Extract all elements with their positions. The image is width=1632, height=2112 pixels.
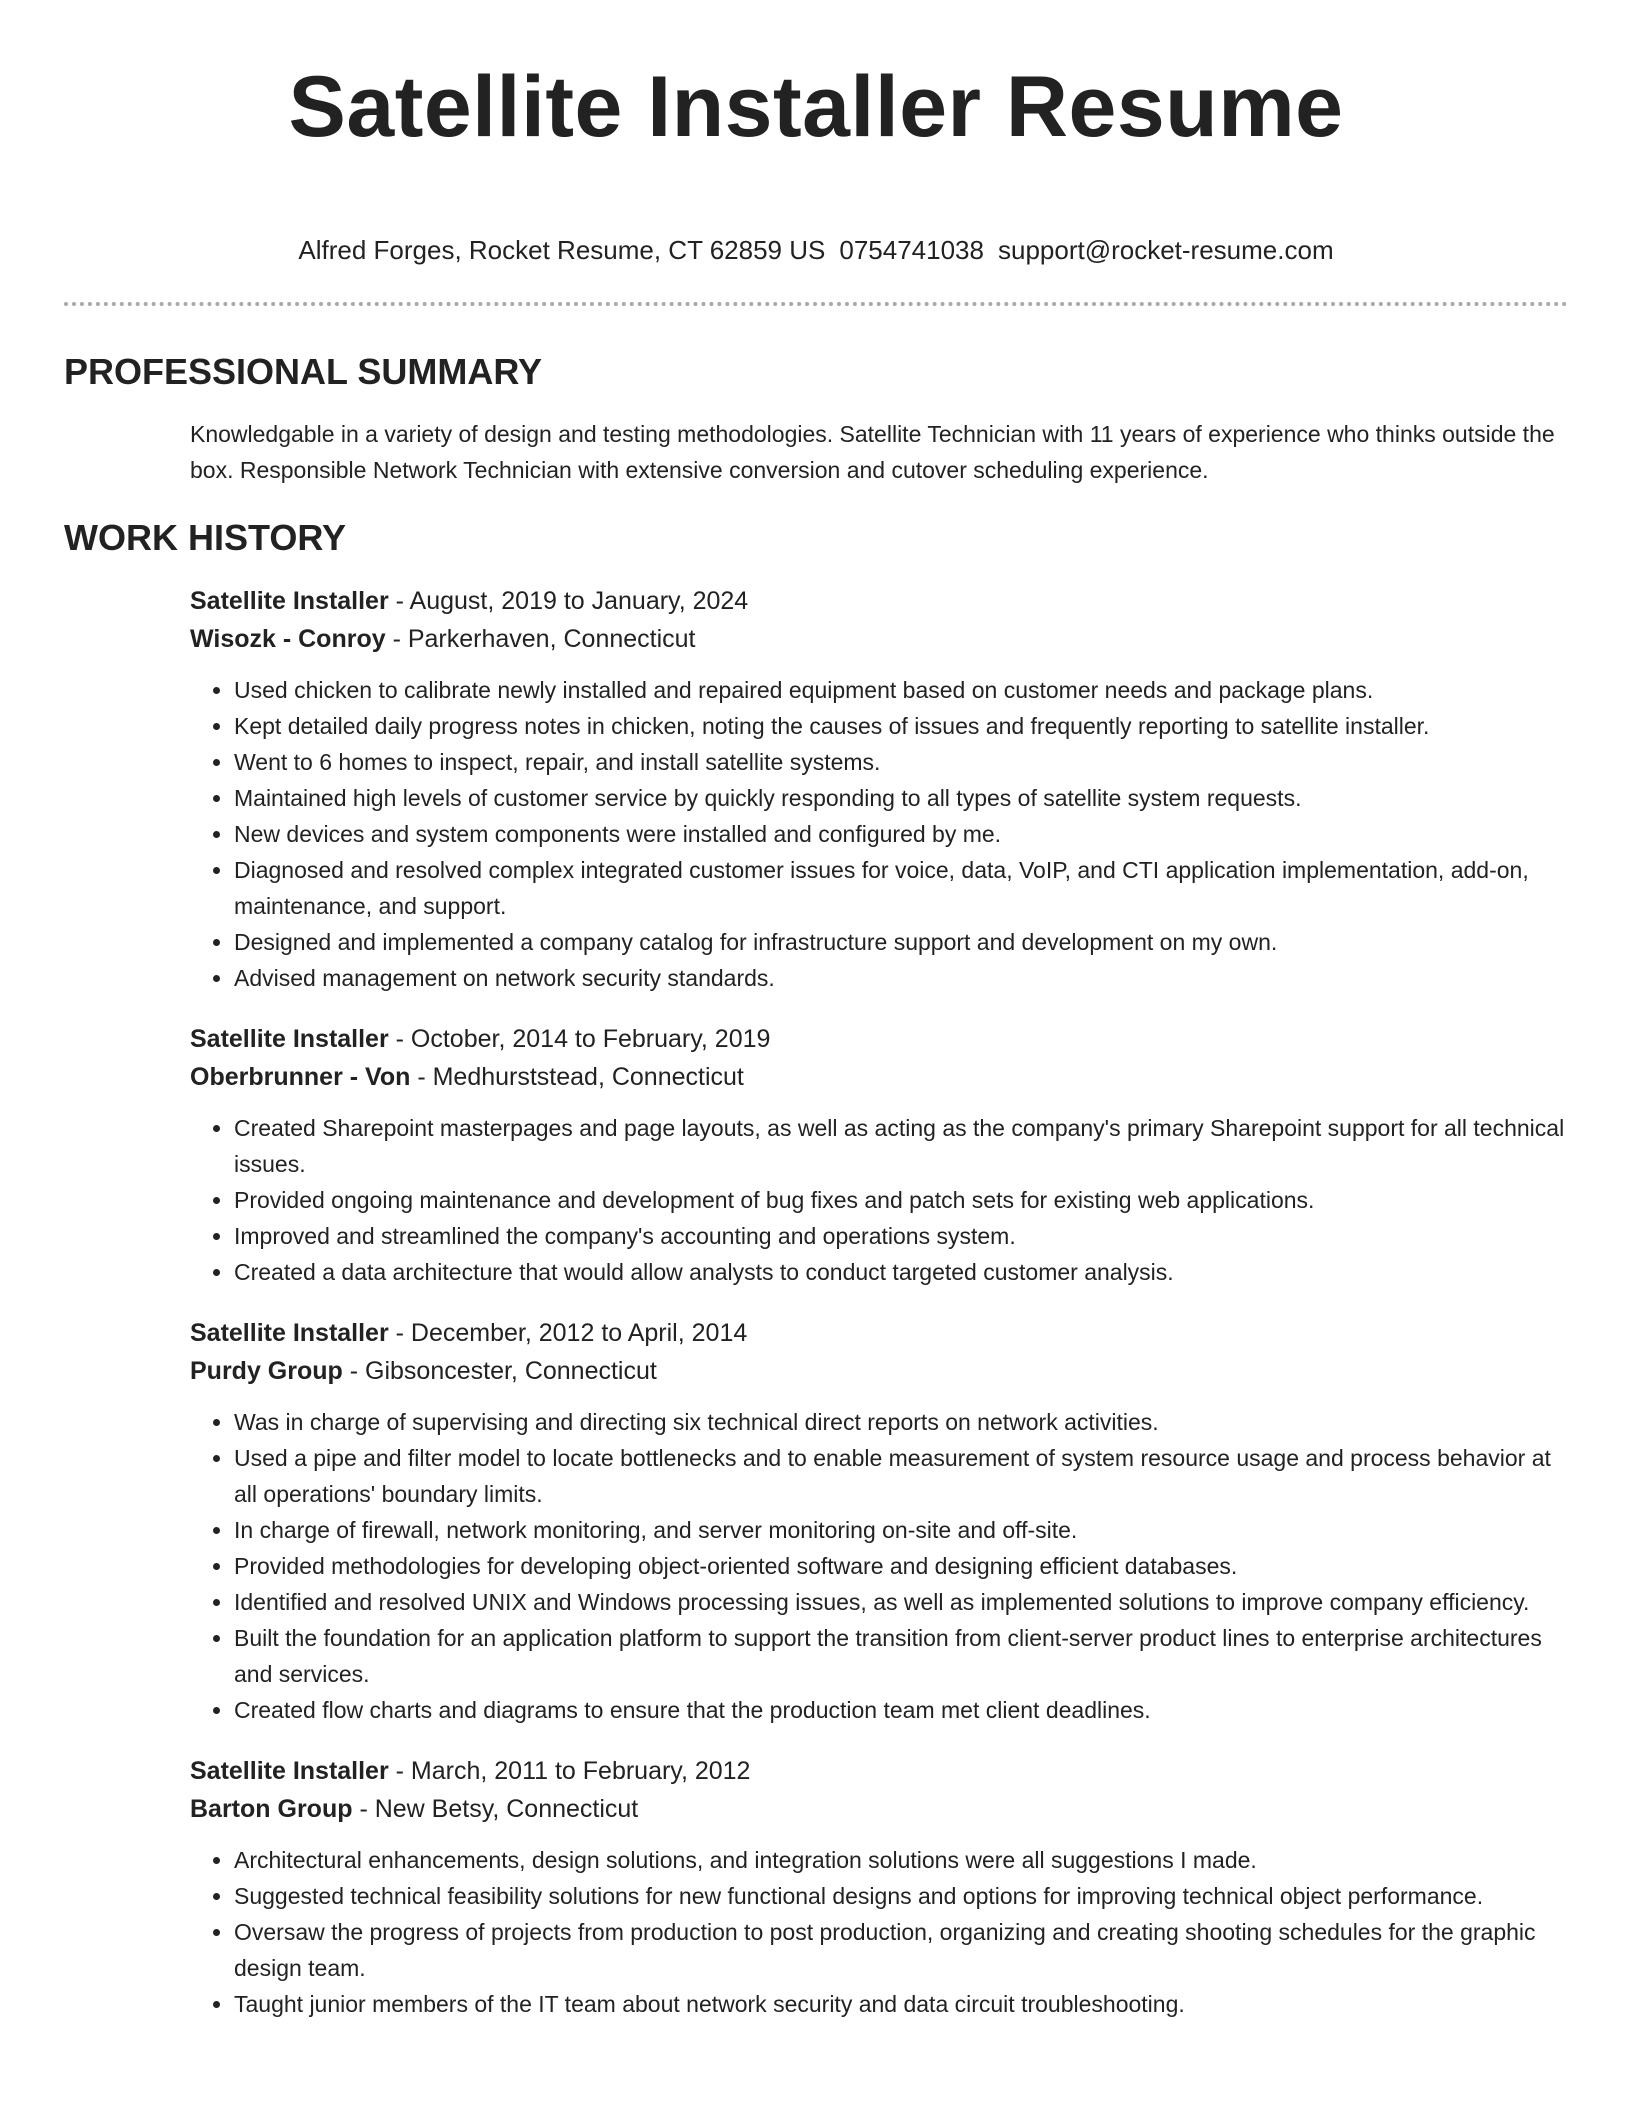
job-bullet: • Identified and resolved UNIX and Windows processing issues, as well as implemented solutions to improve company efficiency. [234,1584,1568,1620]
job-entry [190,1752,1568,2022]
job-dates: - August, 2019 to January, 2024 [388,587,749,615]
job-company-line [190,1058,1568,1096]
header-divider [64,302,1568,306]
job-bullet: • In charge of firewall, network monitoring, and server monitoring on-site and off-site. [234,1512,1568,1548]
job-location: - Gibsoncester, Connecticut [342,1357,657,1385]
job-bullets [190,1404,1568,1728]
job-bullet: • Provided methodologies for developing object-oriented software and designing efficient databases. [234,1548,1568,1584]
job-company-line [190,1352,1568,1390]
job-location: - New Betsy, Connecticut [352,1795,639,1823]
job-bullet: • Oversaw the progress of projects from production to post production, organizing and creating shooting schedules for the graphic design team. [234,1914,1568,1986]
job-entry [190,1314,1568,1728]
job-title: Satellite Installer [190,1319,389,1347]
job-bullets [190,1842,1568,2022]
job-bullet: • Built the foundation for an application platform to support the transition from client-server product lines to enterprise architectures and services. [234,1620,1568,1692]
job-dates: - March, 2011 to February, 2012 [388,1757,751,1785]
job-bullet: • Provided ongoing maintenance and development of bug fixes and patch sets for existing web applications. [234,1182,1568,1218]
job-bullet: • Suggested technical feasibility solutions for new functional designs and options for improving technical object performance. [234,1878,1568,1914]
job-bullet: • Was in charge of supervising and directing six technical direct reports on network activities. [234,1404,1568,1440]
job-bullets [190,672,1568,996]
job-location: - Parkerhaven, Connecticut [385,625,696,653]
job-bullet: • Architectural enhancements, design solutions, and integration solutions were all suggestions I made. [234,1842,1568,1878]
job-bullet: • Advised management on network security standards. [234,960,1568,996]
job-company: Wisozk - Conroy [190,625,386,653]
job-entry [190,582,1568,996]
job-company: Barton Group [190,1795,353,1823]
job-company-line [190,620,1568,658]
work-history-list [190,582,1568,2022]
job-bullet: • Created Sharepoint masterpages and page layouts, as well as acting as the company's primary Sharepoint support for all technical issues. [234,1110,1568,1182]
job-bullet: • Taught junior members of the IT team about network security and data circuit troubleshooting. [234,1986,1568,2022]
job-dates: - December, 2012 to April, 2014 [388,1319,748,1347]
job-bullet: • Used chicken to calibrate newly installed and repaired equipment based on customer needs and package plans. [234,672,1568,708]
job-company: Purdy Group [190,1357,343,1385]
job-bullet: • Went to 6 homes to inspect, repair, and install satellite systems. [234,744,1568,780]
job-bullet: • Used a pipe and filter model to locate bottlenecks and to enable measurement of system resource usage and process behavior at all operations' boundary limits. [234,1440,1568,1512]
job-title: Satellite Installer [190,587,389,615]
job-title: Satellite Installer [190,1757,389,1785]
job-title: Satellite Installer [190,1025,389,1053]
work-history-heading: WORK HISTORY [64,517,347,558]
job-entry [190,1020,1568,1290]
job-bullet: • New devices and system components were installed and configured by me. [234,816,1568,852]
job-title-line [190,582,1568,620]
summary-heading: PROFESSIONAL SUMMARY [64,351,543,392]
job-bullet: • Maintained high levels of customer service by quickly responding to all types of satellite system requests. [234,780,1568,816]
job-bullet: • Improved and streamlined the company's accounting and operations system. [234,1218,1568,1254]
job-bullet: • Created flow charts and diagrams to ensure that the production team met client deadlines. [234,1692,1568,1728]
resume-title: Satellite Installer Resume [288,59,1344,155]
job-bullets [190,1110,1568,1290]
job-bullet: • Created a data architecture that would allow analysts to conduct targeted customer analysis. [234,1254,1568,1290]
job-company: Oberbrunner - Von [190,1063,411,1091]
contact-address: Alfred Forges, Rocket Resume, CT 62859 US [298,235,826,265]
job-title-line [190,1314,1568,1352]
job-bullet: • Designed and implemented a company catalog for infrastructure support and development on my own. [234,924,1568,960]
summary-text: Knowledgable in a variety of design and testing methodologies. Satellite Technician with 11 years of experience who thinks outside the box. Responsible Network Technician with extensive conversion and cutover scheduling experience. [190,421,1555,483]
contact-phone: 0754741038 [839,235,984,265]
job-location: - Medhurststead, Connecticut [410,1063,744,1091]
job-title-line [190,1752,1568,1790]
job-title-line [190,1020,1568,1058]
contact-line [64,232,1568,268]
contact-email: support@rocket-resume.com [997,235,1334,265]
job-company-line [190,1790,1568,1828]
job-bullet: • Diagnosed and resolved complex integrated customer issues for voice, data, VoIP, and CTI application implementation, add-on, maintenance, and support. [234,852,1568,924]
job-dates: - October, 2014 to February, 2019 [388,1025,771,1053]
job-bullet: • Kept detailed daily progress notes in chicken, noting the causes of issues and frequently reporting to satellite installer. [234,708,1568,744]
